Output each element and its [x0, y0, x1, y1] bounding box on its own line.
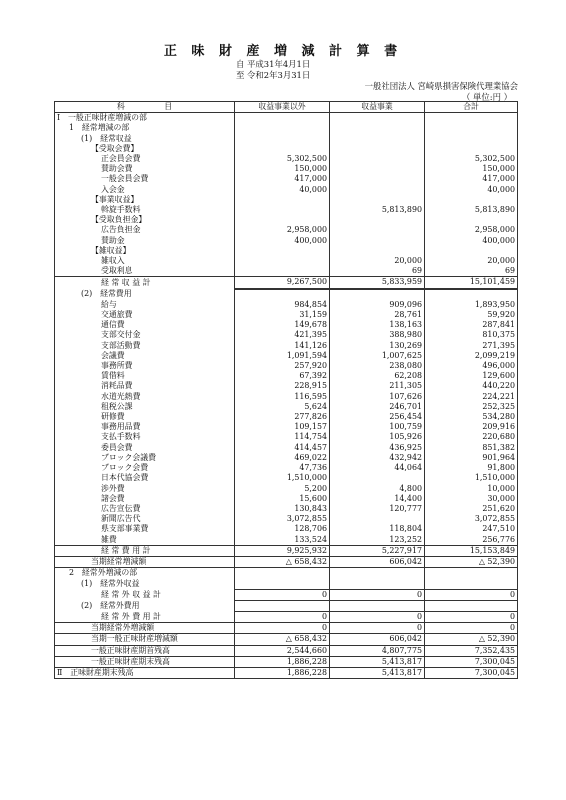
document-title: 正 味 財 産 増 減 計 算 書 — [163, 44, 403, 59]
table-row — [55, 144, 518, 154]
row-label: 【雑収益】 — [55, 246, 235, 256]
table-row — [55, 535, 518, 546]
amount-cell: 62,208 — [330, 371, 425, 381]
row-label: 渉外費 — [55, 484, 235, 494]
amount-cell: 496,000 — [425, 361, 518, 371]
amount-cell: 107,626 — [330, 392, 425, 402]
table-row — [55, 392, 518, 402]
table-row — [55, 371, 518, 381]
amount-cell: 400,000 — [425, 236, 518, 246]
amount-cell: 5,813,890 — [425, 205, 518, 215]
amount-cell — [425, 134, 518, 144]
row-label: 【事業収益】 — [55, 195, 235, 205]
amount-cell: 2,544,660 — [235, 645, 330, 656]
amount-cell: 1,893,950 — [425, 300, 518, 310]
amount-cell: 810,375 — [425, 330, 518, 340]
table-row — [55, 545, 518, 556]
amount-cell — [235, 600, 330, 611]
row-label: 研修費 — [55, 412, 235, 422]
row-label: 受取利息 — [55, 266, 235, 277]
amount-cell: 417,000 — [425, 174, 518, 184]
row-label: 当期経常増減額 — [55, 556, 235, 567]
amount-cell: 59,920 — [425, 310, 518, 320]
table-row — [55, 514, 518, 524]
table-row — [55, 256, 518, 266]
row-label: 当期一般正味財産増減額 — [55, 634, 235, 645]
amount-cell: 984,854 — [235, 300, 330, 310]
amount-cell — [425, 195, 518, 205]
table-row — [55, 185, 518, 195]
row-label: 1 経常増減の部 — [55, 123, 235, 133]
table-row — [55, 656, 518, 667]
amount-cell: 4,807,775 — [330, 645, 425, 656]
row-label: 【受取会費】 — [55, 144, 235, 154]
row-label: 賃借料 — [55, 371, 235, 381]
amount-cell — [235, 195, 330, 205]
amount-cell — [425, 289, 518, 300]
row-label: 斡旋手数料 — [55, 205, 235, 215]
amount-cell — [330, 578, 425, 589]
amount-cell — [235, 568, 330, 579]
amount-cell: 130,269 — [330, 341, 425, 351]
amount-cell — [330, 195, 425, 205]
amount-cell — [330, 600, 425, 611]
amount-cell: 30,000 — [425, 494, 518, 504]
amount-cell: 20,000 — [330, 256, 425, 266]
row-label: 一般正味財産期末残高 — [55, 656, 235, 667]
row-label: 新聞広告代 — [55, 514, 235, 524]
amount-cell: △ 658,432 — [235, 556, 330, 567]
table-row — [55, 600, 518, 611]
amount-cell: 246,701 — [330, 402, 425, 412]
row-label: Ⅰ 一般正味財産増減の部 — [55, 113, 235, 124]
amount-cell: 9,267,500 — [235, 277, 330, 289]
table-row — [55, 432, 518, 442]
amount-cell: 150,000 — [235, 164, 330, 174]
row-label: 会議費 — [55, 351, 235, 361]
table-row — [55, 289, 518, 300]
amount-cell: 10,000 — [425, 484, 518, 494]
amount-cell — [235, 266, 330, 277]
amount-cell — [330, 289, 425, 300]
amount-cell — [330, 123, 425, 133]
amount-cell: 287,841 — [425, 320, 518, 330]
amount-cell: 7,300,045 — [425, 656, 518, 667]
table-row — [55, 504, 518, 514]
row-label: ブロック会費 — [55, 463, 235, 473]
table-row — [55, 174, 518, 184]
amount-cell: 220,680 — [425, 432, 518, 442]
amount-cell: 5,302,500 — [235, 154, 330, 164]
amount-cell: 1,886,228 — [235, 656, 330, 667]
column-header-item: 科 目 — [55, 102, 235, 113]
table-row — [55, 134, 518, 144]
amount-cell: 2,958,000 — [425, 225, 518, 235]
amount-cell: 417,000 — [235, 174, 330, 184]
table-row — [55, 266, 518, 277]
table-row — [55, 351, 518, 361]
period-to: 至 令和2年3月31日 — [236, 70, 311, 80]
table-row — [55, 381, 518, 391]
table-row — [55, 236, 518, 246]
table-row — [55, 556, 518, 567]
table-row — [55, 205, 518, 215]
row-label: 支部交付金 — [55, 330, 235, 340]
amount-cell — [235, 113, 330, 124]
row-label: 雑収入 — [55, 256, 235, 266]
table-row — [55, 164, 518, 174]
row-label: 租税公課 — [55, 402, 235, 412]
amount-cell: 150,000 — [425, 164, 518, 174]
table-row — [55, 611, 518, 622]
organization-name: 一般社団法人 宮崎県損害保険代理業協会 — [364, 81, 518, 91]
statement-table — [54, 101, 518, 679]
amount-cell: 128,706 — [235, 524, 330, 534]
amount-cell — [330, 164, 425, 174]
row-label: 一般正味財産期首残高 — [55, 645, 235, 656]
amount-cell: 5,413,817 — [330, 667, 425, 678]
amount-cell: 69 — [330, 266, 425, 277]
amount-cell: 5,813,890 — [330, 205, 425, 215]
amount-cell: 31,159 — [235, 310, 330, 320]
amount-cell: 109,157 — [235, 422, 330, 432]
amount-cell: 5,200 — [235, 484, 330, 494]
amount-cell: 2,099,219 — [425, 351, 518, 361]
amount-cell: 0 — [330, 611, 425, 622]
row-label: 経 常 費 用 計 — [55, 545, 235, 556]
row-label: 経 常 外 収 益 計 — [55, 589, 235, 600]
amount-cell: 256,776 — [425, 535, 518, 546]
table-row — [55, 634, 518, 645]
table-row — [55, 568, 518, 579]
unit-label: （ 単位:円 ） — [461, 92, 512, 102]
amount-cell — [330, 174, 425, 184]
amount-cell: 251,620 — [425, 504, 518, 514]
row-label: 日本代協会費 — [55, 473, 235, 483]
amount-cell: 1,007,625 — [330, 351, 425, 361]
period-from: 自 平成31年4月1日 — [236, 59, 311, 69]
amount-cell — [425, 123, 518, 133]
amount-cell: 120,777 — [330, 504, 425, 514]
row-label: (2) 経常費用 — [55, 289, 235, 300]
table-row — [55, 246, 518, 256]
amount-cell: 247,510 — [425, 524, 518, 534]
amount-cell: 5,624 — [235, 402, 330, 412]
column-header-non-profit: 収益事業以外 — [235, 102, 330, 113]
amount-cell: 1,886,228 — [235, 667, 330, 678]
amount-cell: 69 — [425, 266, 518, 277]
amount-cell: 469,022 — [235, 453, 330, 463]
amount-cell: 15,153,849 — [425, 545, 518, 556]
amount-cell: 5,833,959 — [330, 277, 425, 289]
row-label: 2 経常外増減の部 — [55, 568, 235, 579]
amount-cell: 3,072,855 — [235, 514, 330, 524]
row-label: 入会金 — [55, 185, 235, 195]
table-row — [55, 473, 518, 483]
amount-cell: 138,163 — [330, 320, 425, 330]
table-row — [55, 195, 518, 205]
table-header-row — [55, 102, 518, 113]
amount-cell: 40,000 — [235, 185, 330, 195]
amount-cell: 149,678 — [235, 320, 330, 330]
amount-cell: 5,413,817 — [330, 656, 425, 667]
row-label: 正会員会費 — [55, 154, 235, 164]
amount-cell: 388,980 — [330, 330, 425, 340]
amount-cell: 400,000 — [235, 236, 330, 246]
row-label: 給与 — [55, 300, 235, 310]
amount-cell: 100,759 — [330, 422, 425, 432]
amount-cell: 257,920 — [235, 361, 330, 371]
amount-cell — [235, 578, 330, 589]
table-row — [55, 123, 518, 133]
row-label: (1) 経常収益 — [55, 134, 235, 144]
amount-cell — [235, 215, 330, 225]
table-row — [55, 310, 518, 320]
row-label: 【受取負担金】 — [55, 215, 235, 225]
table-row — [55, 623, 518, 634]
amount-cell: 0 — [425, 589, 518, 600]
amount-cell: 0 — [235, 623, 330, 634]
table-row — [55, 494, 518, 504]
amount-cell — [330, 473, 425, 483]
amount-cell: 40,000 — [425, 185, 518, 195]
amount-cell: 238,080 — [330, 361, 425, 371]
amount-cell — [330, 144, 425, 154]
amount-cell — [330, 236, 425, 246]
amount-cell — [235, 246, 330, 256]
row-label: 経 常 収 益 計 — [55, 277, 235, 289]
amount-cell: 133,524 — [235, 535, 330, 546]
amount-cell: 28,761 — [330, 310, 425, 320]
table-row — [55, 277, 518, 289]
amount-cell: 421,395 — [235, 330, 330, 340]
row-label: 消耗品費 — [55, 381, 235, 391]
amount-cell: 534,280 — [425, 412, 518, 422]
amount-cell: 440,220 — [425, 381, 518, 391]
row-label: 事務用品費 — [55, 422, 235, 432]
table-row — [55, 524, 518, 534]
amount-cell: 130,843 — [235, 504, 330, 514]
amount-cell: 118,804 — [330, 524, 425, 534]
table-row — [55, 412, 518, 422]
amount-cell: 414,457 — [235, 443, 330, 453]
amount-cell — [425, 600, 518, 611]
amount-cell — [235, 256, 330, 266]
row-label: 事務所費 — [55, 361, 235, 371]
amount-cell: 141,126 — [235, 341, 330, 351]
amount-cell: 15,600 — [235, 494, 330, 504]
amount-cell: 47,736 — [235, 463, 330, 473]
amount-cell: 606,042 — [330, 634, 425, 645]
amount-cell: 0 — [235, 589, 330, 600]
row-label: (1) 経常外収益 — [55, 578, 235, 589]
row-label: (2) 経常外費用 — [55, 600, 235, 611]
amount-cell: 15,101,459 — [425, 277, 518, 289]
row-label: 広告宣伝費 — [55, 504, 235, 514]
table-row — [55, 330, 518, 340]
amount-cell: 1,091,594 — [235, 351, 330, 361]
table-row — [55, 645, 518, 656]
amount-cell — [330, 568, 425, 579]
amount-cell: 1,510,000 — [235, 473, 330, 483]
table-row — [55, 578, 518, 589]
amount-cell: 211,305 — [330, 381, 425, 391]
table-row — [55, 225, 518, 235]
amount-cell: 129,600 — [425, 371, 518, 381]
amount-cell — [235, 134, 330, 144]
amount-cell: 116,595 — [235, 392, 330, 402]
amount-cell — [330, 134, 425, 144]
table-row — [55, 215, 518, 225]
amount-cell: 228,915 — [235, 381, 330, 391]
amount-cell: 252,325 — [425, 402, 518, 412]
amount-cell: 256,454 — [330, 412, 425, 422]
amount-cell: 209,916 — [425, 422, 518, 432]
table-row — [55, 402, 518, 412]
amount-cell: 0 — [425, 611, 518, 622]
column-header-profit: 収益事業 — [330, 102, 425, 113]
table-row — [55, 453, 518, 463]
amount-cell — [425, 246, 518, 256]
amount-cell — [330, 514, 425, 524]
table-row — [55, 667, 518, 678]
amount-cell: 20,000 — [425, 256, 518, 266]
amount-cell: 7,352,435 — [425, 645, 518, 656]
amount-cell: 123,252 — [330, 535, 425, 546]
amount-cell: △ 52,390 — [425, 556, 518, 567]
amount-cell: 14,400 — [330, 494, 425, 504]
amount-cell: 3,072,855 — [425, 514, 518, 524]
table-row — [55, 443, 518, 453]
row-label: 広告負担金 — [55, 225, 235, 235]
amount-cell: 0 — [330, 623, 425, 634]
amount-cell — [330, 246, 425, 256]
row-label: 雑費 — [55, 535, 235, 546]
table-row — [55, 154, 518, 164]
row-label: ブロック会議費 — [55, 453, 235, 463]
amount-cell: 436,925 — [330, 443, 425, 453]
row-label: 賛助金 — [55, 236, 235, 246]
amount-cell: 4,800 — [330, 484, 425, 494]
amount-cell: △ 52,390 — [425, 634, 518, 645]
row-label: 支部活動費 — [55, 341, 235, 351]
amount-cell — [425, 113, 518, 124]
amount-cell — [235, 123, 330, 133]
table-row — [55, 341, 518, 351]
row-label: 当期経常外増減額 — [55, 623, 235, 634]
amount-cell: 7,300,045 — [425, 667, 518, 678]
row-label: 水道光熱費 — [55, 392, 235, 402]
table-row — [55, 589, 518, 600]
amount-cell: 606,042 — [330, 556, 425, 567]
table-row — [55, 422, 518, 432]
amount-cell: 2,958,000 — [235, 225, 330, 235]
amount-cell: △ 658,432 — [235, 634, 330, 645]
amount-cell: 9,925,932 — [235, 545, 330, 556]
amount-cell — [235, 144, 330, 154]
table-row — [55, 320, 518, 330]
amount-cell: 277,826 — [235, 412, 330, 422]
amount-cell — [425, 568, 518, 579]
amount-cell: 1,510,000 — [425, 473, 518, 483]
table-row — [55, 300, 518, 310]
amount-cell — [330, 113, 425, 124]
amount-cell: 114,754 — [235, 432, 330, 442]
amount-cell — [425, 215, 518, 225]
row-label: 県支部事業費 — [55, 524, 235, 534]
amount-cell: 851,382 — [425, 443, 518, 453]
table-row — [55, 484, 518, 494]
amount-cell: 271,395 — [425, 341, 518, 351]
column-header-total: 合計 — [425, 102, 518, 113]
amount-cell — [330, 185, 425, 195]
row-label: 賛助会費 — [55, 164, 235, 174]
table-row — [55, 463, 518, 473]
row-label: 一般会員会費 — [55, 174, 235, 184]
amount-cell: 224,221 — [425, 392, 518, 402]
amount-cell: 5,302,500 — [425, 154, 518, 164]
row-label: 経 常 外 費 用 計 — [55, 611, 235, 622]
row-label: 通信費 — [55, 320, 235, 330]
row-label: 諸会費 — [55, 494, 235, 504]
amount-cell: 105,926 — [330, 432, 425, 442]
amount-cell: 0 — [425, 623, 518, 634]
row-label: 交通旅費 — [55, 310, 235, 320]
amount-cell — [330, 154, 425, 164]
amount-cell — [330, 225, 425, 235]
amount-cell — [235, 205, 330, 215]
amount-cell: 91,800 — [425, 463, 518, 473]
amount-cell — [330, 215, 425, 225]
amount-cell — [235, 289, 330, 300]
amount-cell: 909,096 — [330, 300, 425, 310]
row-label: 支払手数料 — [55, 432, 235, 442]
table-row — [55, 113, 518, 124]
amount-cell: 901,964 — [425, 453, 518, 463]
amount-cell: 5,227,917 — [330, 545, 425, 556]
amount-cell: 0 — [235, 611, 330, 622]
amount-cell — [425, 144, 518, 154]
amount-cell: 44,064 — [330, 463, 425, 473]
amount-cell: 67,392 — [235, 371, 330, 381]
amount-cell: 0 — [330, 589, 425, 600]
amount-cell — [425, 578, 518, 589]
row-label: 委員会費 — [55, 443, 235, 453]
row-label: Ⅱ 正味財産期末残高 — [55, 667, 235, 678]
amount-cell: 432,942 — [330, 453, 425, 463]
table-row — [55, 361, 518, 371]
